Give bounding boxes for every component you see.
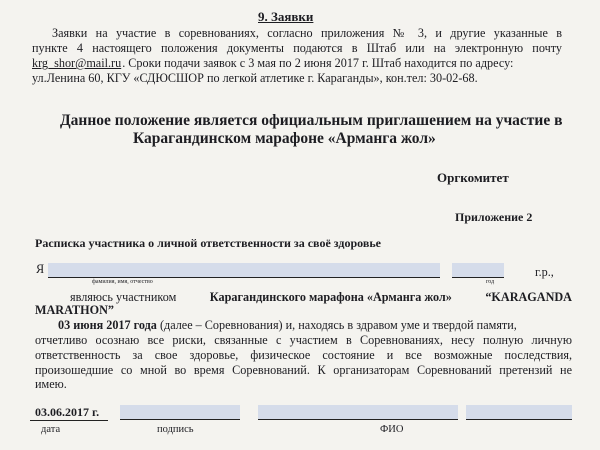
signature-label: подпись (157, 424, 194, 435)
invitation-line-2: Карагандинском марафоне «Арманга жол» (133, 130, 436, 147)
receipt-title: Расписка участника о личной ответственности за своё здоровье (35, 236, 381, 250)
name-field[interactable] (48, 263, 440, 278)
marathon-name-en-1: “KARAGANDA (485, 290, 572, 304)
birth-year-field[interactable] (452, 263, 504, 278)
participant-start: являюсь участником (70, 290, 177, 304)
receipt-body-line-2: отчетливо осознаю все риски, связанные с участием в Соревнованиях, несу полную личную (35, 333, 572, 347)
receipt-body-line-3: ответственность за свое здоровье, физическое состояние и все возможные последствия, (35, 348, 572, 362)
fio-field[interactable] (258, 405, 458, 420)
year-caption: год (486, 279, 495, 285)
marathon-name-en-2: MARATHON” (35, 303, 114, 317)
section-text-line-4: ул.Ленина 60, КГУ «СДЮСШОР по легкой атлетике г. Караганды», кон.тел: 30-02-68. (32, 71, 478, 85)
committee-label: Оргкомитет (437, 170, 509, 185)
gr-label: г.р., (535, 265, 554, 279)
fio-label: ФИО (380, 424, 404, 435)
receipt-body-line-4: произошедшие со мной во время Соревнований. К организаторам Соревнований претензий не (35, 363, 572, 377)
fio-field-extension[interactable] (466, 405, 572, 420)
section-text-line-3 (32, 56, 562, 71)
email-link[interactable]: krg_shor@mail.ru (32, 56, 122, 70)
section-text-line-1: Заявки на участие в соревнованиях, согласно приложения № 3, и другие указанные в (52, 26, 562, 40)
participant-line (70, 290, 572, 305)
marathon-name: Карагандинского марафона «Арманга жол» (209, 290, 452, 304)
section-text-line-2: пункте 4 настоящего положения документы подаются в Штаб или на электронную почту (32, 41, 562, 55)
signature-field[interactable] (120, 405, 240, 420)
event-date: 03 июня 2017 года (58, 318, 157, 332)
section-title: 9. Заявки (258, 9, 314, 24)
date-value: 03.06.2017 г. (35, 405, 100, 419)
appendix-label: Приложение 2 (455, 210, 533, 224)
receipt-body-line-1-rest: (далее – Соревнования) и, находясь в здравом уме и твердой памяти, (156, 318, 517, 332)
receipt-body-line-5: имею. (35, 377, 67, 391)
name-caption: фамилия, имя, отчество (92, 279, 153, 285)
receipt-body-line-1 (58, 318, 572, 333)
invitation-line-1: Данное положение является официальным приглашением на участие в (60, 112, 563, 129)
ya-label: Я (36, 262, 45, 276)
date-line (30, 420, 108, 421)
section-text-line-3-rest: . Сроки подачи заявок с 3 мая по 2 июня 2017 г. Штаб находится по адресу: (122, 56, 514, 70)
date-label: дата (41, 424, 61, 435)
